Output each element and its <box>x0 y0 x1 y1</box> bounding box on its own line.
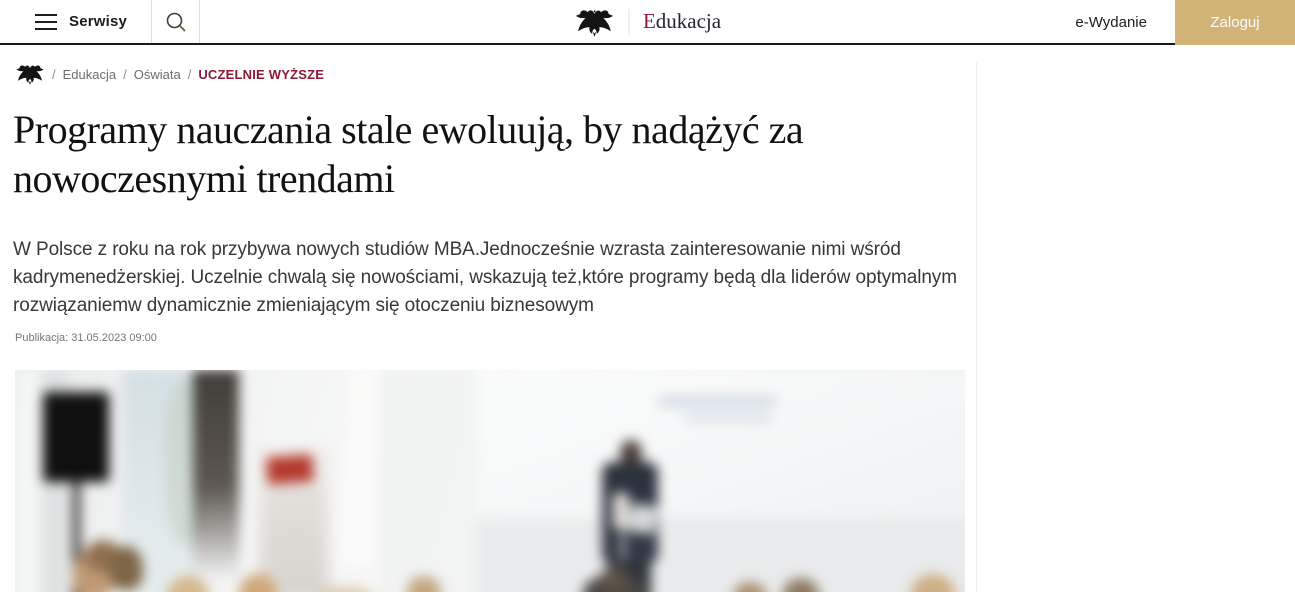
search-button[interactable] <box>152 0 199 43</box>
article-image <box>15 370 965 592</box>
breadcrumb-item-uczelnie-wyzsze[interactable]: UCZELNIE WYŻSZE <box>198 66 325 82</box>
photo-banner-text <box>266 492 322 588</box>
photo-screen-text <box>657 396 777 407</box>
photo-screen-text <box>683 414 773 422</box>
photo-presenter-shirt <box>613 493 629 529</box>
hamburger-icon <box>35 14 57 30</box>
photo-banner-red-logo <box>266 454 314 484</box>
photo-presenter-lanyard <box>621 530 625 564</box>
serwisy-label: Serwisy <box>69 13 128 30</box>
photo-under-screen-wall <box>477 518 965 592</box>
breadcrumb-separator: / <box>123 66 127 82</box>
header-right-group <box>1075 0 1295 45</box>
breadcrumb-separator: / <box>187 66 192 82</box>
breadcrumb-item-edukacja[interactable]: Edukacja <box>62 66 117 82</box>
photo-dark-pillar <box>193 370 239 580</box>
site-header <box>0 0 1295 45</box>
brand-divider <box>628 9 629 35</box>
breadcrumb <box>15 63 324 85</box>
photo-presenter-notes <box>628 503 658 534</box>
right-rail-divider <box>976 62 977 592</box>
article-page <box>0 45 1295 592</box>
search-icon <box>164 10 188 34</box>
serwisy-menu-button[interactable] <box>0 0 151 43</box>
photo-projection-screen <box>477 370 965 518</box>
conference-scene <box>15 370 965 592</box>
ewydanie-link[interactable]: e-Wydanie <box>1075 14 1147 31</box>
article-title: Programy nauczania stale ewoluują, by nadążyć za nowoczesnymi trendami <box>13 107 804 202</box>
header-left-group <box>0 0 200 43</box>
header-divider <box>199 0 200 43</box>
breadcrumb-separator: / <box>52 66 56 82</box>
article-lead: W Polsce z roku na rok przybywa nowych studiów MBA.Jednocześnie wzrasta zainteresowanie nimi wśród kadrymenedżerskiej. Uczelnie chwalą się nowościami, wskazują też,które programy będą dla liderów optymalnym rozwiązaniemw dynamicznie zmieniającym się otoczeniu biznesowym <box>13 239 957 317</box>
section-title-link[interactable]: Edukacja <box>642 9 722 33</box>
publication-date: Publikacja: 31.05.2023 09:00 <box>15 332 157 344</box>
breadcrumb-item-oswiata[interactable]: Oświata <box>133 66 181 82</box>
photo-audience-head <box>601 566 627 592</box>
header-brand <box>574 0 721 43</box>
login-button[interactable]: Zaloguj <box>1175 0 1295 45</box>
breadcrumb-home-eagle-icon[interactable] <box>15 63 45 85</box>
eagle-logo-icon[interactable] <box>574 7 614 37</box>
photo-audience-head <box>109 546 143 590</box>
photo-audio-speaker <box>43 392 109 482</box>
